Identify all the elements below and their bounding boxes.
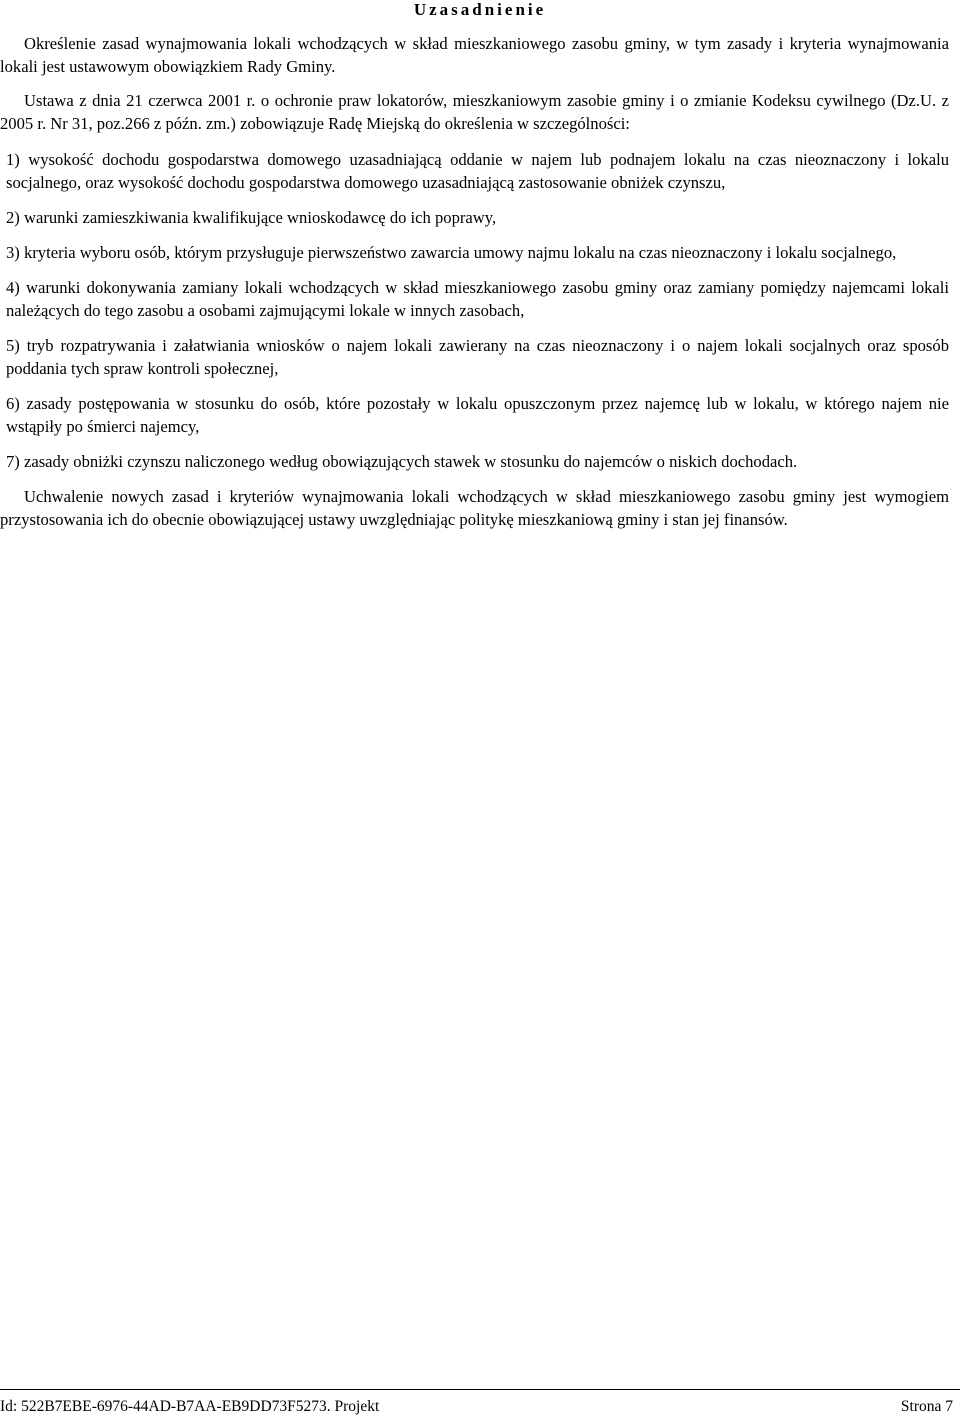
footer-divider (0, 1389, 960, 1390)
document-id: Id: 522B7EBE-6976-44AD-B7AA-EB9DD73F5273. Projekt (0, 1398, 380, 1415)
list-item: 6) zasady postępowania w stosunku do osób, które pozostały w lokalu opuszczonym przez najemcę lub w lokalu, w którego najem nie wstąpiły po śmierci najemcy, (6, 394, 949, 436)
list-item: 7) zasady obniżki czynszu naliczonego według obowiązujących stawek w stosunku do najemców o niskich dochodach. (6, 452, 798, 471)
law-paragraph: Ustawa z dnia 21 czerwca 2001 r. o ochronie praw lokatorów, mieszkaniowym zasobie gminy i o zmianie Kodeksu cywilnego (Dz.U. z 2005 r. Nr 31, poz.266 z późn. zm.) zobowiązuje Radę Miejską do określenia w szczególności: (0, 91, 949, 133)
list-item: 5) tryb rozpatrywania i załatwiania wniosków o najem lokali zawierany na czas nieoznaczony i o najem lokali socjalnych oraz sposób poddania tych spraw kontroli społecznej, (6, 336, 949, 378)
document-heading: Uzasadnienie (413, 0, 547, 19)
closing-paragraph: Uchwalenie nowych zasad i kryteriów wynajmowania lokali wchodzących w skład mieszkaniowego zasobu gminy jest wymogiem przystosowania ich do obecnie obowiązującej ustawy uwzględniając politykę mieszkaniową gminy i stan jej finansów. (0, 487, 949, 529)
list-item: 3) kryteria wyboru osób, którym przysługuje pierwszeństwo zawarcia umowy najmu lokalu na czas nieoznaczony i lokalu socjalnego, (6, 243, 897, 262)
list-item: 2) warunki zamieszkiwania kwalifikujące wnioskodawcę do ich poprawy, (6, 208, 497, 227)
intro-paragraph: Określenie zasad wynajmowania lokali wchodzących w skład mieszkaniowego zasobu gminy, w tym zasady i kryteria wynajmowania lokali jest ustawowym obowiązkiem Rady Gminy. (0, 34, 949, 76)
list-item: 4) warunki dokonywania zamiany lokali wchodzących w skład mieszkaniowego zasobu gminy oraz zamiany pomiędzy najemcami lokali należących do tego zasobu a osobami zajmującymi lokale w innych zasobach, (6, 278, 949, 320)
document-body (0, 32, 949, 531)
list-item: 1) wysokość dochodu gospodarstwa domowego uzasadniającą oddanie w najem lub podnajem lokalu na czas nieoznaczony i lokalu socjalnego, oraz wysokość dochodu gospodarstwa domowego uzasadniającą zastosowanie obniżek czynszu, (6, 150, 949, 192)
page-number: Strona 7 (900, 1398, 953, 1415)
